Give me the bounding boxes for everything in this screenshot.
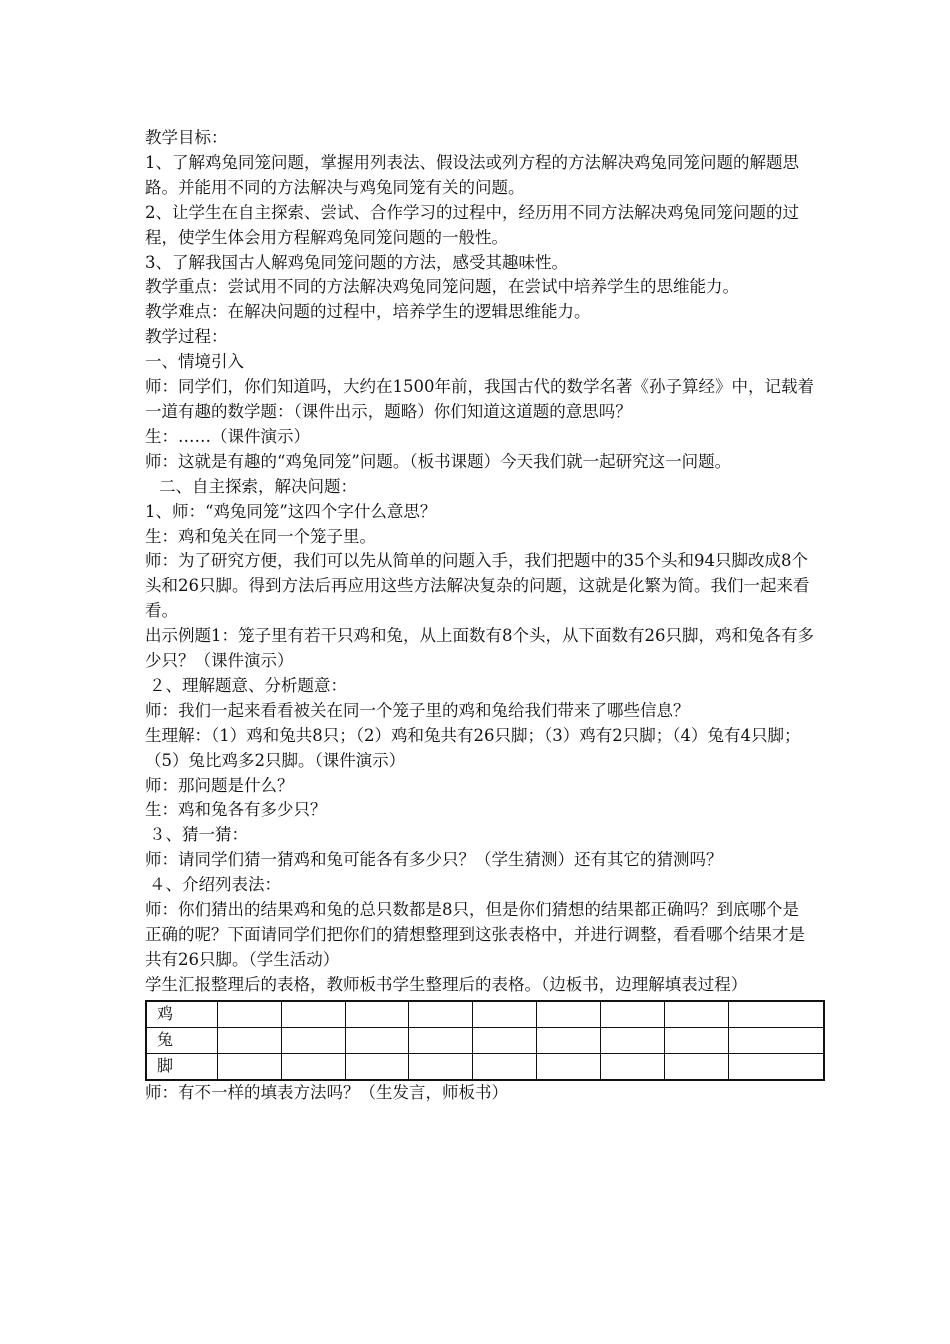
table-cell xyxy=(345,1027,409,1053)
dialogue-line: 师：同学们，你们知道吗，大约在1500年前，我国古代的数学名著《孙子算经》中，记载着一道有趣的数学题：（课件出示，题略）你们知道这道题的意思吗？ xyxy=(145,377,814,421)
guess-table xyxy=(145,1000,825,1081)
row-label-chicken: 鸡 xyxy=(146,1001,218,1028)
table-cell xyxy=(537,1027,601,1053)
dialogue-line: 师：你们猜出的结果鸡和兔的总只数都是8只，但是你们猜想的结果都正确吗？到底哪个是正确的呢？下面请同学们把你们的猜想整理到这张表格中，并进行调整，看看哪个结果才是共有26只脚。（学生活动） xyxy=(145,900,805,969)
table-cell xyxy=(728,1053,824,1080)
dialogue-line: 1、师：“鸡兔同笼”这四个字什么意思？ xyxy=(145,501,437,521)
table-cell xyxy=(728,1001,824,1028)
goal-1: 1、了解鸡兔同笼问题，掌握用列表法、假设法或列方程的方法解决鸡兔同笼问题的解题思路。并能用不同的方法解决与鸡兔同笼有关的问题。 xyxy=(145,152,799,197)
table-cell xyxy=(664,1053,728,1080)
table-cell xyxy=(728,1027,824,1053)
table-cell xyxy=(473,1001,537,1028)
document-page xyxy=(145,126,815,1106)
table-cell xyxy=(600,1001,664,1028)
key-point: 教学重点：尝试用不同的方法解决鸡兔同笼问题，在尝试中培养学生的思维能力。 xyxy=(145,277,739,297)
dialogue-line: 生：……（课件演示） xyxy=(145,426,310,446)
dialogue-line: 师：为了研究方便，我们可以先从简单的问题入手，我们把题中的35个头和94只脚改成8个头和26只脚。得到方法后再应用这些方法解决复杂的问题，这就是化繁为简。我们一起来看看。 xyxy=(145,551,810,621)
dialogue-line: 学生汇报整理后的表格，教师板书学生整理后的表格。（边板书，边理解填表过程） xyxy=(145,974,748,994)
table-cell xyxy=(345,1053,409,1080)
table-row xyxy=(146,1027,824,1053)
dialogue-line: 师：有不一样的填表方法吗？（生发言，师板书） xyxy=(145,1082,508,1102)
part-1-heading: 一、情境引入 xyxy=(145,352,244,372)
table-cell xyxy=(409,1053,473,1080)
table-cell xyxy=(600,1053,664,1080)
dialogue-line: 师：那问题是什么？ xyxy=(145,775,294,795)
dialogue-line: 师：请同学们猜一猜鸡和兔可能各有多少只？（学生猜测）还有其它的猜测吗？ xyxy=(145,850,723,870)
table-row xyxy=(146,1053,824,1080)
table-cell xyxy=(473,1053,537,1080)
table-cell xyxy=(218,1027,282,1053)
step-4-heading: ４、介绍列表法： xyxy=(149,875,281,895)
row-label-feet: 脚 xyxy=(146,1053,218,1080)
table-cell xyxy=(218,1001,282,1028)
table-cell xyxy=(664,1001,728,1028)
table-cell xyxy=(537,1001,601,1028)
difficult-point: 教学难点：在解决问题的过程中，培养学生的逻辑思维能力。 xyxy=(145,302,591,322)
step-3-heading: ３、猜一猜： xyxy=(149,825,248,845)
table-row xyxy=(146,1001,824,1028)
section-heading-goals: 教学目标： xyxy=(145,128,228,147)
part-2-heading: 二、自主探索，解决问题： xyxy=(159,476,357,496)
dialogue-line: 师：我们一起来看看被关在同一个笼子里的鸡和兔给我们带来了哪些信息？ xyxy=(145,700,690,720)
step-2-heading: ２、理解题意、分析题意： xyxy=(149,675,347,695)
table-cell xyxy=(664,1027,728,1053)
table-cell xyxy=(600,1027,664,1053)
table-cell xyxy=(281,1001,345,1028)
dialogue-line: 生理解：（1）鸡和兔共8只；（2）鸡和兔共有26只脚；（3）鸡有2只脚；（4）兔有4只脚；（5）兔比鸡多2只脚。（课件演示） xyxy=(145,725,801,770)
dialogue-line: 生：鸡和兔各有多少只？ xyxy=(145,800,327,820)
table-cell xyxy=(281,1027,345,1053)
table-cell xyxy=(218,1053,282,1080)
table-cell xyxy=(409,1027,473,1053)
table-cell xyxy=(473,1027,537,1053)
row-label-rabbit: 兔 xyxy=(146,1027,218,1053)
table-cell xyxy=(345,1001,409,1028)
dialogue-line: 生：鸡和兔关在同一个笼子里。 xyxy=(145,526,376,546)
example-problem: 出示例题1：笼子里有若干只鸡和兔，从上面数有8个头，从下面数有26只脚，鸡和兔各有多少只？（课件演示） xyxy=(145,626,814,671)
table-cell xyxy=(409,1001,473,1028)
dialogue-line: 师：这就是有趣的“鸡兔同笼”问题。（板书课题）今天我们就一起研究这一问题。 xyxy=(145,451,732,471)
table-cell xyxy=(537,1053,601,1080)
goal-2: 2、让学生在自主探索、尝试、合作学习的过程中，经历用不同方法解决鸡兔同笼问题的过程，使学生体会用方程解鸡兔同笼问题的一般性。 xyxy=(145,202,799,247)
section-heading-process: 教学过程： xyxy=(145,327,228,347)
table-cell xyxy=(281,1053,345,1080)
goal-3: 3、了解我国古人解鸡兔同笼问题的方法，感受其趣味性。 xyxy=(145,252,568,272)
